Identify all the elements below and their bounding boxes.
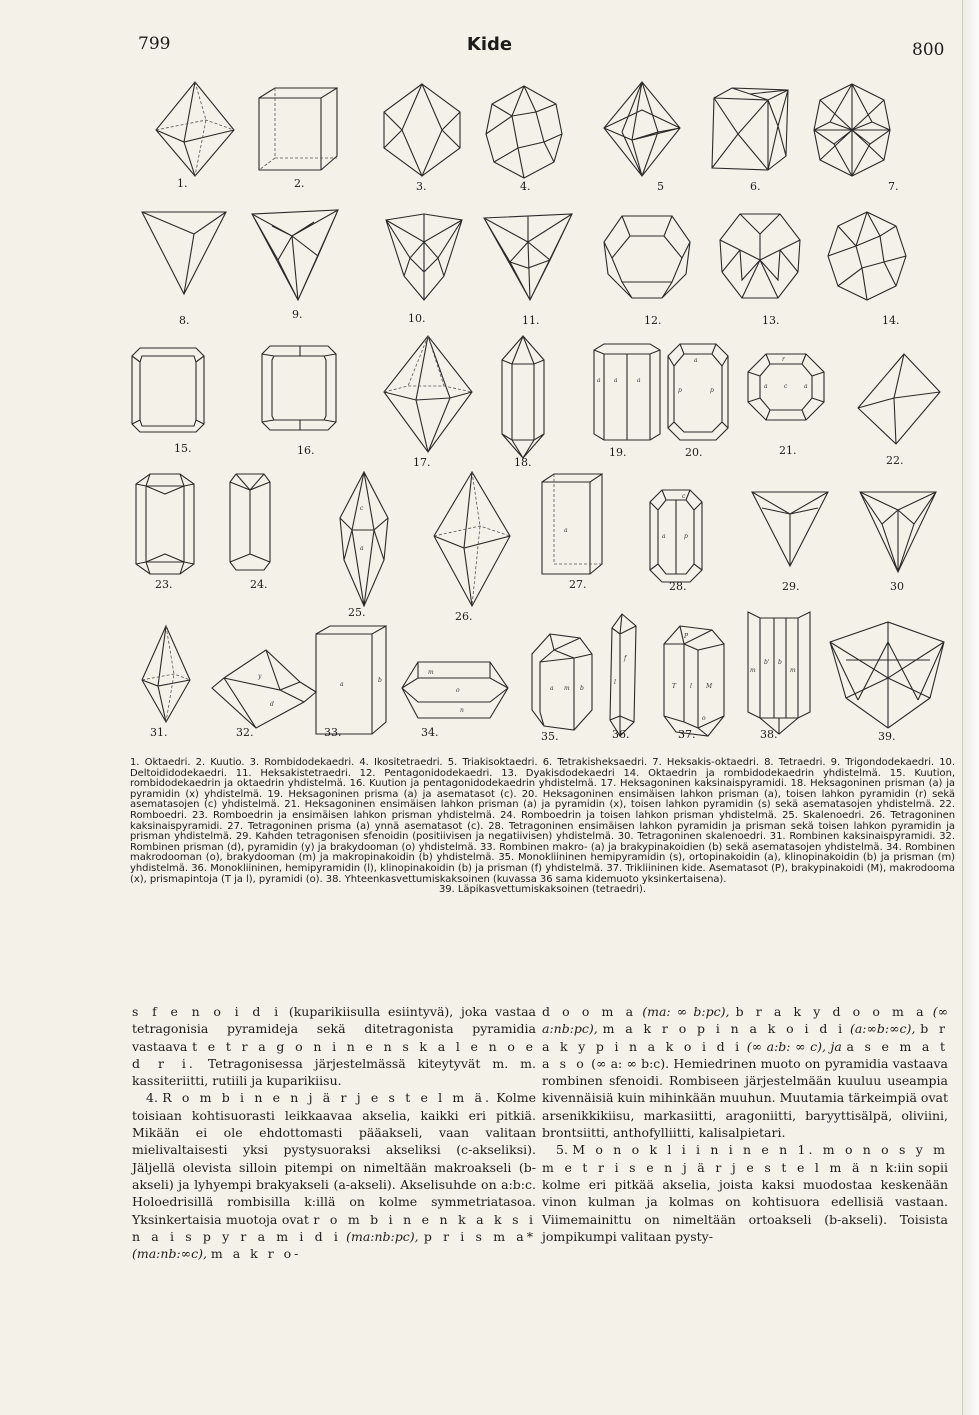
figure-10-deltoid-dodecahedron	[382, 212, 466, 302]
spaced-term: p r i s m a*	[423, 1228, 536, 1244]
text-column-right	[542, 1003, 948, 1245]
figure-11-hexakistetrahedron	[482, 212, 574, 302]
fig36-letter: l	[614, 679, 616, 686]
figure-number: 16.	[297, 444, 315, 457]
spaced-term: b r a k y p i n a k o i d i	[542, 1021, 948, 1054]
figure-number: 1.	[177, 177, 188, 190]
figure-number: 5	[657, 180, 664, 193]
paragraph	[542, 1003, 948, 1141]
figure-18-hexagonal-prism-pyramid	[498, 334, 548, 460]
page-number-right: 800	[912, 40, 945, 60]
fig25-letter: a	[360, 545, 364, 552]
figure-5-triakisoctahedron	[600, 80, 684, 178]
fig25-letter: c	[360, 505, 364, 512]
figure-27-tetragonal-prism	[540, 472, 604, 576]
fig20-letter: p	[710, 387, 714, 394]
fig34-letter: m	[428, 669, 434, 676]
figure-8-tetrahedron	[140, 208, 228, 296]
figure-number: 30	[890, 580, 904, 593]
figure-number: 10.	[408, 312, 426, 325]
spaced-term: s f e n o i d i	[132, 1004, 282, 1019]
formula: (a:∞b:∞c),	[845, 1021, 921, 1037]
fig34-letter: o	[456, 687, 460, 694]
fig19-letter: a	[614, 377, 618, 384]
spaced-term: d o o m a	[542, 1004, 637, 1019]
figure-number: 7.	[888, 180, 899, 193]
figure-16-cube-pentagonal-dodecahedron	[260, 342, 338, 434]
figure-number: 24.	[250, 578, 268, 591]
figure-number: 38.	[760, 728, 778, 741]
fig32-letter: d	[270, 701, 274, 708]
formula: (ma:nb:pc),	[340, 1228, 424, 1244]
fig27-letter: a	[564, 527, 568, 534]
fig28-letter: c	[682, 493, 686, 500]
fig35-letter: a	[550, 685, 554, 692]
figure-number: 25.	[348, 606, 366, 619]
fig21-letter: c	[784, 383, 788, 390]
fig19-letter: a	[597, 377, 601, 384]
paragraph-text: (kuparikiisulla esiintyvä), joka vastaa tetragonisia pyramideja sekä ditetragonista pyramidia vastaava	[132, 1004, 536, 1054]
fig37-letter: T	[672, 683, 677, 690]
fig20-letter: a	[694, 357, 698, 364]
figure-number: 11.	[522, 314, 540, 327]
figure-number: 9.	[292, 308, 303, 321]
fig38-letter: m	[790, 667, 796, 674]
caption-last-line: 39. Läpikasvettumiskaksoinen (tetraedri).	[438, 884, 647, 896]
figure-number: 35.	[541, 730, 559, 743]
figure-21-hexagonal-combination-2	[746, 352, 826, 422]
figure-number: 17.	[413, 456, 431, 469]
figure-number: 14.	[882, 314, 900, 327]
figure-number: 29.	[782, 580, 800, 593]
section-number: 4.	[146, 1090, 163, 1106]
figure-22-rhombohedron	[854, 352, 942, 448]
fig38-letter: m	[750, 667, 756, 674]
fig32-letter: y	[258, 673, 262, 680]
section-number: 5.	[556, 1142, 573, 1158]
fig38-letter: b'	[764, 659, 770, 666]
figure-17-hexagonal-bipyramid	[380, 334, 476, 454]
paragraph	[542, 1141, 948, 1245]
figure-number: 37.	[678, 728, 696, 741]
fig35-letter: b	[580, 685, 584, 692]
fig28-letter: p	[684, 533, 688, 540]
figure-number: 31.	[150, 726, 168, 739]
figure-number: 33.	[324, 726, 342, 739]
fig21-letter: a	[804, 383, 808, 390]
figure-number: 28.	[669, 580, 687, 593]
formula: (∞ a:b: ∞ c), ja	[742, 1038, 847, 1054]
text-column-left	[132, 1003, 536, 1262]
figure-12-pentagonal-dodecahedron	[602, 212, 692, 302]
fig38-letter: b	[778, 659, 782, 666]
fig37-letter: P	[684, 633, 689, 640]
fig33-letter: a	[340, 681, 344, 688]
spaced-term: m a k r o p i n a k o i d i	[602, 1021, 846, 1037]
figure-number: 27.	[569, 578, 587, 591]
figure-19-hexagonal-prism-basal	[592, 342, 662, 442]
page-header	[0, 34, 979, 64]
fig36-letter: f	[624, 655, 627, 662]
spaced-term: r o m b i n e n k a k s i n a i s p y r a m i d i	[132, 1211, 536, 1244]
fig28-letter: a	[662, 533, 666, 540]
figure-26-tetragonal-bipyramid	[430, 470, 514, 608]
page-edge	[962, 0, 979, 1415]
paragraph-text: k:iin sopii kolme eri pitkää akselia, joista kaksi muodostaa keskenään vinon kulman ja kolmas on kohtisuora edellisiä vastaan. Viimemainittu on nimeltään ortoakseli (b-akseli). Toisista jompikumpi valitaan pysty-	[542, 1159, 948, 1244]
figure-34-rhombic-domes	[400, 658, 510, 722]
paragraph-text: Tetragonisessa järjestelmässä kiteytyvät m. m. kassiteriitti, rutiili ja kuparikiisu.	[132, 1055, 536, 1089]
figure-6-tetrakishexahedron	[708, 86, 792, 174]
paragraph	[132, 1003, 536, 1089]
figure-number: 39.	[878, 730, 896, 743]
fig34-letter: n	[460, 707, 464, 714]
figure-number: 34.	[421, 726, 439, 739]
figure-caption	[130, 758, 955, 896]
figure-3-rhombic-dodecahedron	[380, 82, 464, 178]
section-heading: M o n o k l i i n i n e n 1. m o n o s y m m e t r i s e n j ä r j e s t e l m ä n	[542, 1142, 948, 1175]
figure-number: 6.	[750, 180, 761, 193]
figure-25-scalenohedron	[338, 470, 390, 608]
figure-number: 4.	[520, 180, 531, 193]
caption-body: 1. Oktaedri. 2. Kuutio. 3. Rombidodekaedri. 4. Ikositetraedri. 5. Triakisoktaedri. 6. Tetrakisheksaedri. 7. Heksakis-oktaedri. 8. Tetraedri. 9. Trigondodekaedri. 10. Deltoididodekaedri. 11. Heksakistetraedri. 12. Pentagonidodekaedri. 13. Dyakisdodekaedri 14. Oktaedrin ja rombidodekaedrin yhdistelmä. 15. Kuution, rombidodekaedrin ja oktaedrin yhdistelmä. 16. Kuution ja pentagonidodekaedrin yhdistelmä. 17. Heksagoninen kaksinaispyramidi. 18. Heksagoninen prisman (a) ja pyramidin (x) yhdistelmä. 19. Heksagoninen prisma (a) ja asematasot (c). 20. Heksagoninen ensimäisen lahkon prisman (a), toisen lahkon pyramidin (r) sekä asematasojen (c) yhdistelmä. 21. Heksagoninen ensimäisen lahkon prisman (a) ja pyramidin (x), toisen lahkon pyramidin (s) sekä asematasojen yhdistelmä. 22. Romboedri. 23. Romboedrin ja ensimäisen lahkon prisman yhdistelmä. 24. Romboedrin ja toisen lahkon prisman yhdistelmä. 25. Skalenoedri. 26. Tetragoninen kaksinaispyramidi. 27. Tetragoninen prisma (a) ynnä asematasot (c). 28. Tetragoninen ensimäisen lahkon pyramidin ja prisman sekä toisen lahkon pyramidin ja prisman yhdistelmä. 29. Kahden tetragonisen sfenoidin (positiivisen ja negatiivisen) yhdistelmä. 30. Tetragoninen skalenoedri. 31. Rombinen kaksinaispyramidi. 32. Rombinen prisman (d), pyramidin (y) ja brakydooman (o) yhdistelmä. 33. Rombinen makro- (a) ja brakypinakoidien (b) sekä asematasojen yhdistelmä. 34. Rombinen makrodooman (o), brakydooman (m) ja makropinakoidin (b) yhdistelmä. 35. Monokliininen hemipyramidin (s), ortopinakoidin (a), klinopinakoidin (b) ja prisman (m) yhdistelmä. 36. Monokliininen, hemipyramidin (l), klinopinakoidin (b) ja prisman (f) yhdistelmä. 37. Trikliininen kide. Asematasot (P), brakypinakoidi (M), makrodooma (x), prismapintoja (T ja l), pyramidi (o). 38. Yhteenkasvettumiskaksoinen (kuvassa 36 sama kidemuoto yksinkertaisena).	[130, 757, 955, 885]
figure-20-hexagonal-combination	[666, 342, 730, 442]
figure-13-dyakisdodecahedron	[718, 210, 802, 302]
figure-number: 15.	[174, 442, 192, 455]
paragraph-text: (∞ a: ∞ b:c). Hemiedrinen muoto on pyramidia vastaava rombinen sfenoidi. Rombiseen järjestelmään kuuluu useampia kivennäisiä kuin mihinkään muuhun. Muutamia tärkeimpiä ovat arsenikkikiisu, markasiitti, aragoniitti, baryyttisälpä, oliviini, brontsiitti, anthofylliitti, kalisalpietari.	[542, 1055, 948, 1141]
figure-23-rhombohedron-prism	[134, 472, 196, 576]
figure-number: 12.	[644, 314, 662, 327]
figure-14-octahedron-rhombic-dodecahedron	[826, 210, 908, 302]
figure-39-penetration-twin	[828, 620, 948, 730]
formula: (ma:nb:∞c),	[132, 1246, 211, 1262]
figure-31-rhombic-bipyramid	[138, 624, 194, 724]
figure-33-rhombic-pinacoids	[314, 624, 388, 736]
figure-number: 22.	[886, 454, 904, 467]
figure-number: 8.	[179, 314, 190, 327]
spaced-term: a s e m a t a s o	[542, 1038, 948, 1071]
formula: (∞ a:nb:pc),	[542, 1004, 949, 1037]
figure-36-monoclinic-hemipyramid	[608, 612, 638, 738]
figure-4-icositetrahedron	[482, 84, 566, 180]
figure-7-hexakisoctahedron	[810, 82, 894, 178]
fig19-letter: a	[637, 377, 641, 384]
section-heading: R o m b i n e n j ä r j e s t e l m ä.	[162, 1090, 492, 1106]
figure-number: 19.	[609, 446, 627, 459]
figure-number: 13.	[762, 314, 780, 327]
fig21-letter: a	[764, 383, 768, 390]
fig37-letter: M	[706, 683, 713, 690]
figure-24-rhombohedron-second-prism	[228, 472, 272, 572]
figure-number: 21.	[779, 444, 797, 457]
figure-15-cube-dodecahedron-octahedron	[128, 342, 208, 438]
figure-number: 3.	[416, 180, 427, 193]
figure-37-triclinic-crystal	[662, 624, 726, 738]
figure-number: 23.	[155, 578, 173, 591]
figure-number: 20.	[685, 446, 703, 459]
page-title: Kide	[466, 34, 513, 55]
figure-9-trigondodecahedron	[248, 208, 344, 302]
page-number-left: 799	[138, 34, 171, 54]
fig37-letter: l	[690, 683, 692, 690]
spaced-term: t e t r a g o n i n e n s k a l e n o e d r i.	[132, 1038, 536, 1071]
spaced-term: b r a k y d o o m a	[735, 1004, 927, 1019]
figure-1-octahedron	[150, 80, 240, 178]
fig35-letter: m	[564, 685, 570, 692]
figure-35-monoclinic-combination	[530, 632, 594, 732]
figure-28-tetragonal-combination	[648, 488, 704, 584]
figure-32-rhombic-combination	[210, 648, 320, 732]
formula: (ma: ∞ b:pc),	[636, 1004, 736, 1019]
fig21-letter: r	[782, 356, 785, 363]
figure-29-tetragonal-sphenoids	[748, 484, 832, 568]
paragraph	[132, 1089, 536, 1262]
figure-number: 2.	[294, 177, 305, 190]
figure-2-cube	[255, 86, 339, 174]
figure-number: 36.	[612, 728, 630, 741]
figure-38-contact-twin	[746, 608, 812, 736]
figure-30-tetragonal-scalenohedron	[856, 484, 940, 574]
fig33-letter: b	[378, 677, 382, 684]
figure-number: 32.	[236, 726, 254, 739]
fig20-letter: p	[678, 387, 682, 394]
spaced-term: m a k r o-	[210, 1246, 302, 1262]
paragraph-text: Kolme toisiaan kohtisuorasti leikkaavaa akselia, kaikki eri pitkiä. Mikään ei ole ehdottomasti pääakseli, vaan valitaan mielivaltaisesti yksi pystysuoraksi akseliksi (c-akseliksi). Jäljellä olevista silloin pitempi on nimeltään makroakseli (b-akseli) ja lyhyempi brakyakseli (a-akseli). Akselisuhde on a:b:c. Holoedrisillä rombisilla k:illä on kolme symmetriatasoa. Yksinkertaisia muotoja ovat	[132, 1090, 537, 1227]
figure-number: 18.	[514, 456, 532, 469]
figure-number: 26.	[455, 610, 473, 623]
fig37-letter: o	[702, 715, 706, 722]
crystal-figures-plate	[110, 72, 960, 752]
